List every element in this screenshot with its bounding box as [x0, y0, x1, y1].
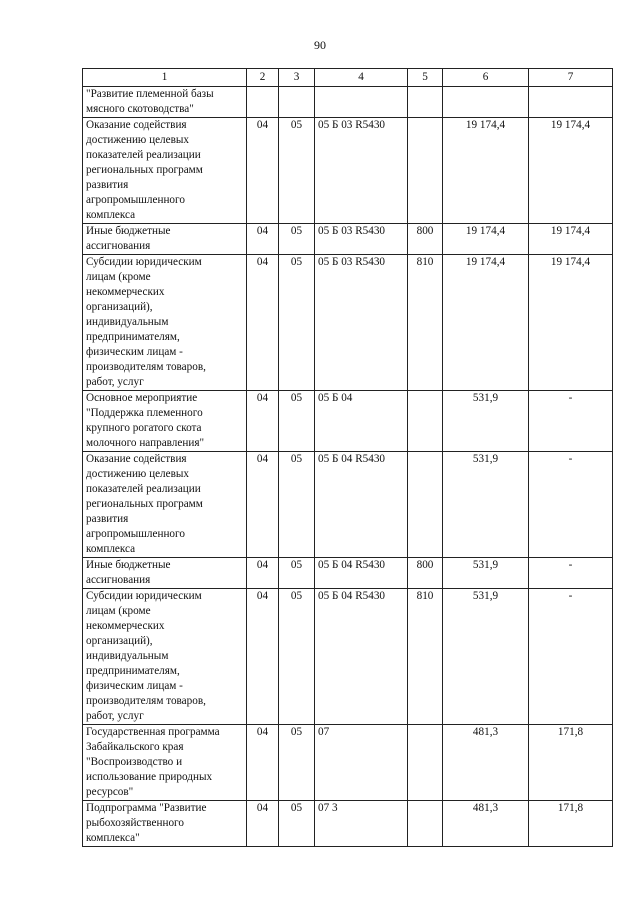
table-row: [83, 558, 613, 589]
row-section-cell: 04: [247, 255, 279, 391]
row-amount-federal-cell: 171,8: [529, 725, 613, 801]
header-cell-5: 5: [408, 69, 443, 87]
row-name-cell: Подпрограмма "Развитие рыбохозяйственного комплекса": [83, 801, 247, 847]
row-target-code-cell: 05 Б 03 R5430: [315, 255, 408, 391]
row-expense-type-cell: 800: [408, 224, 443, 255]
row-amount-federal-cell: -: [529, 558, 613, 589]
row-amount-cell: 531,9: [443, 589, 529, 725]
table-row: [83, 725, 613, 801]
row-subsection-cell: 05: [279, 118, 315, 224]
row-section-cell: [247, 87, 279, 118]
row-subsection-cell: 05: [279, 224, 315, 255]
row-subsection-cell: 05: [279, 255, 315, 391]
row-section-cell: 04: [247, 452, 279, 558]
row-amount-federal-cell: 19 174,4: [529, 224, 613, 255]
row-name-cell: Оказание содействия достижению целевых показателей реализации региональных программ развития агропромышленного комплекса: [83, 118, 247, 224]
row-amount-federal-cell: 19 174,4: [529, 118, 613, 224]
table-row: [83, 391, 613, 452]
row-target-code-cell: [315, 87, 408, 118]
header-cell-1: 1: [83, 69, 247, 87]
table-row: [83, 87, 613, 118]
row-subsection-cell: 05: [279, 801, 315, 847]
table-row: [83, 589, 613, 725]
row-amount-cell: 531,9: [443, 452, 529, 558]
row-target-code-cell: 05 Б 03 R5430: [315, 118, 408, 224]
row-amount-federal-cell: 171,8: [529, 801, 613, 847]
row-amount-federal-cell: [529, 87, 613, 118]
header-cell-7: 7: [529, 69, 613, 87]
row-amount-cell: 19 174,4: [443, 224, 529, 255]
row-subsection-cell: 05: [279, 589, 315, 725]
row-target-code-cell: 07: [315, 725, 408, 801]
row-section-cell: 04: [247, 725, 279, 801]
table-row: [83, 118, 613, 224]
row-amount-cell: 531,9: [443, 391, 529, 452]
budget-table: [82, 68, 613, 847]
row-expense-type-cell: [408, 725, 443, 801]
row-expense-type-cell: 810: [408, 255, 443, 391]
row-amount-federal-cell: 19 174,4: [529, 255, 613, 391]
row-subsection-cell: 05: [279, 725, 315, 801]
row-subsection-cell: [279, 87, 315, 118]
row-target-code-cell: 05 Б 04: [315, 391, 408, 452]
row-name-cell: Субсидии юридическим лицам (кроме некоммерческих организаций), индивидуальным предпринимателям, физическим лицам - производителям товаров, работ, услуг: [83, 589, 247, 725]
row-subsection-cell: 05: [279, 558, 315, 589]
row-name-cell: Государственная программа Забайкальского края "Воспроизводство и использование природных ресурсов": [83, 725, 247, 801]
header-cell-2: 2: [247, 69, 279, 87]
row-amount-cell: [443, 87, 529, 118]
row-amount-cell: 481,3: [443, 725, 529, 801]
row-section-cell: 04: [247, 589, 279, 725]
row-section-cell: 04: [247, 118, 279, 224]
row-target-code-cell: 05 Б 04 R5430: [315, 589, 408, 725]
row-amount-cell: 19 174,4: [443, 255, 529, 391]
page-number: 90: [314, 38, 326, 52]
row-name-cell: Иные бюджетные ассигнования: [83, 558, 247, 589]
row-expense-type-cell: [408, 118, 443, 224]
row-name-cell: Оказание содействия достижению целевых показателей реализации региональных программ развития агропромышленного комплекса: [83, 452, 247, 558]
row-name-cell: Субсидии юридическим лицам (кроме некоммерческих организаций), индивидуальным предпринимателям, физическим лицам - производителям товаров, работ, услуг: [83, 255, 247, 391]
row-expense-type-cell: 800: [408, 558, 443, 589]
row-expense-type-cell: 810: [408, 589, 443, 725]
table-row: [83, 255, 613, 391]
row-amount-cell: 481,3: [443, 801, 529, 847]
row-expense-type-cell: [408, 452, 443, 558]
row-amount-federal-cell: -: [529, 391, 613, 452]
row-target-code-cell: 07 3: [315, 801, 408, 847]
header-cell-3: 3: [279, 69, 315, 87]
header-cell-6: 6: [443, 69, 529, 87]
header-cell-4: 4: [315, 69, 408, 87]
row-section-cell: 04: [247, 224, 279, 255]
row-expense-type-cell: [408, 801, 443, 847]
row-section-cell: 04: [247, 801, 279, 847]
row-subsection-cell: 05: [279, 452, 315, 558]
table-row: [83, 452, 613, 558]
row-amount-cell: 531,9: [443, 558, 529, 589]
table-row: [83, 224, 613, 255]
row-target-code-cell: 05 Б 04 R5430: [315, 558, 408, 589]
row-section-cell: 04: [247, 391, 279, 452]
row-expense-type-cell: [408, 391, 443, 452]
row-expense-type-cell: [408, 87, 443, 118]
row-name-cell: Иные бюджетные ассигнования: [83, 224, 247, 255]
row-section-cell: 04: [247, 558, 279, 589]
header-row: [83, 69, 613, 87]
row-target-code-cell: 05 Б 04 R5430: [315, 452, 408, 558]
row-amount-federal-cell: -: [529, 452, 613, 558]
row-amount-cell: 19 174,4: [443, 118, 529, 224]
row-amount-federal-cell: -: [529, 589, 613, 725]
row-target-code-cell: 05 Б 03 R5430: [315, 224, 408, 255]
row-subsection-cell: 05: [279, 391, 315, 452]
row-name-cell: "Развитие племенной базы мясного скотоводства": [83, 87, 247, 118]
row-name-cell: Основное мероприятие "Поддержка племенного крупного рогатого скота молочного направления": [83, 391, 247, 452]
table-row: [83, 801, 613, 847]
